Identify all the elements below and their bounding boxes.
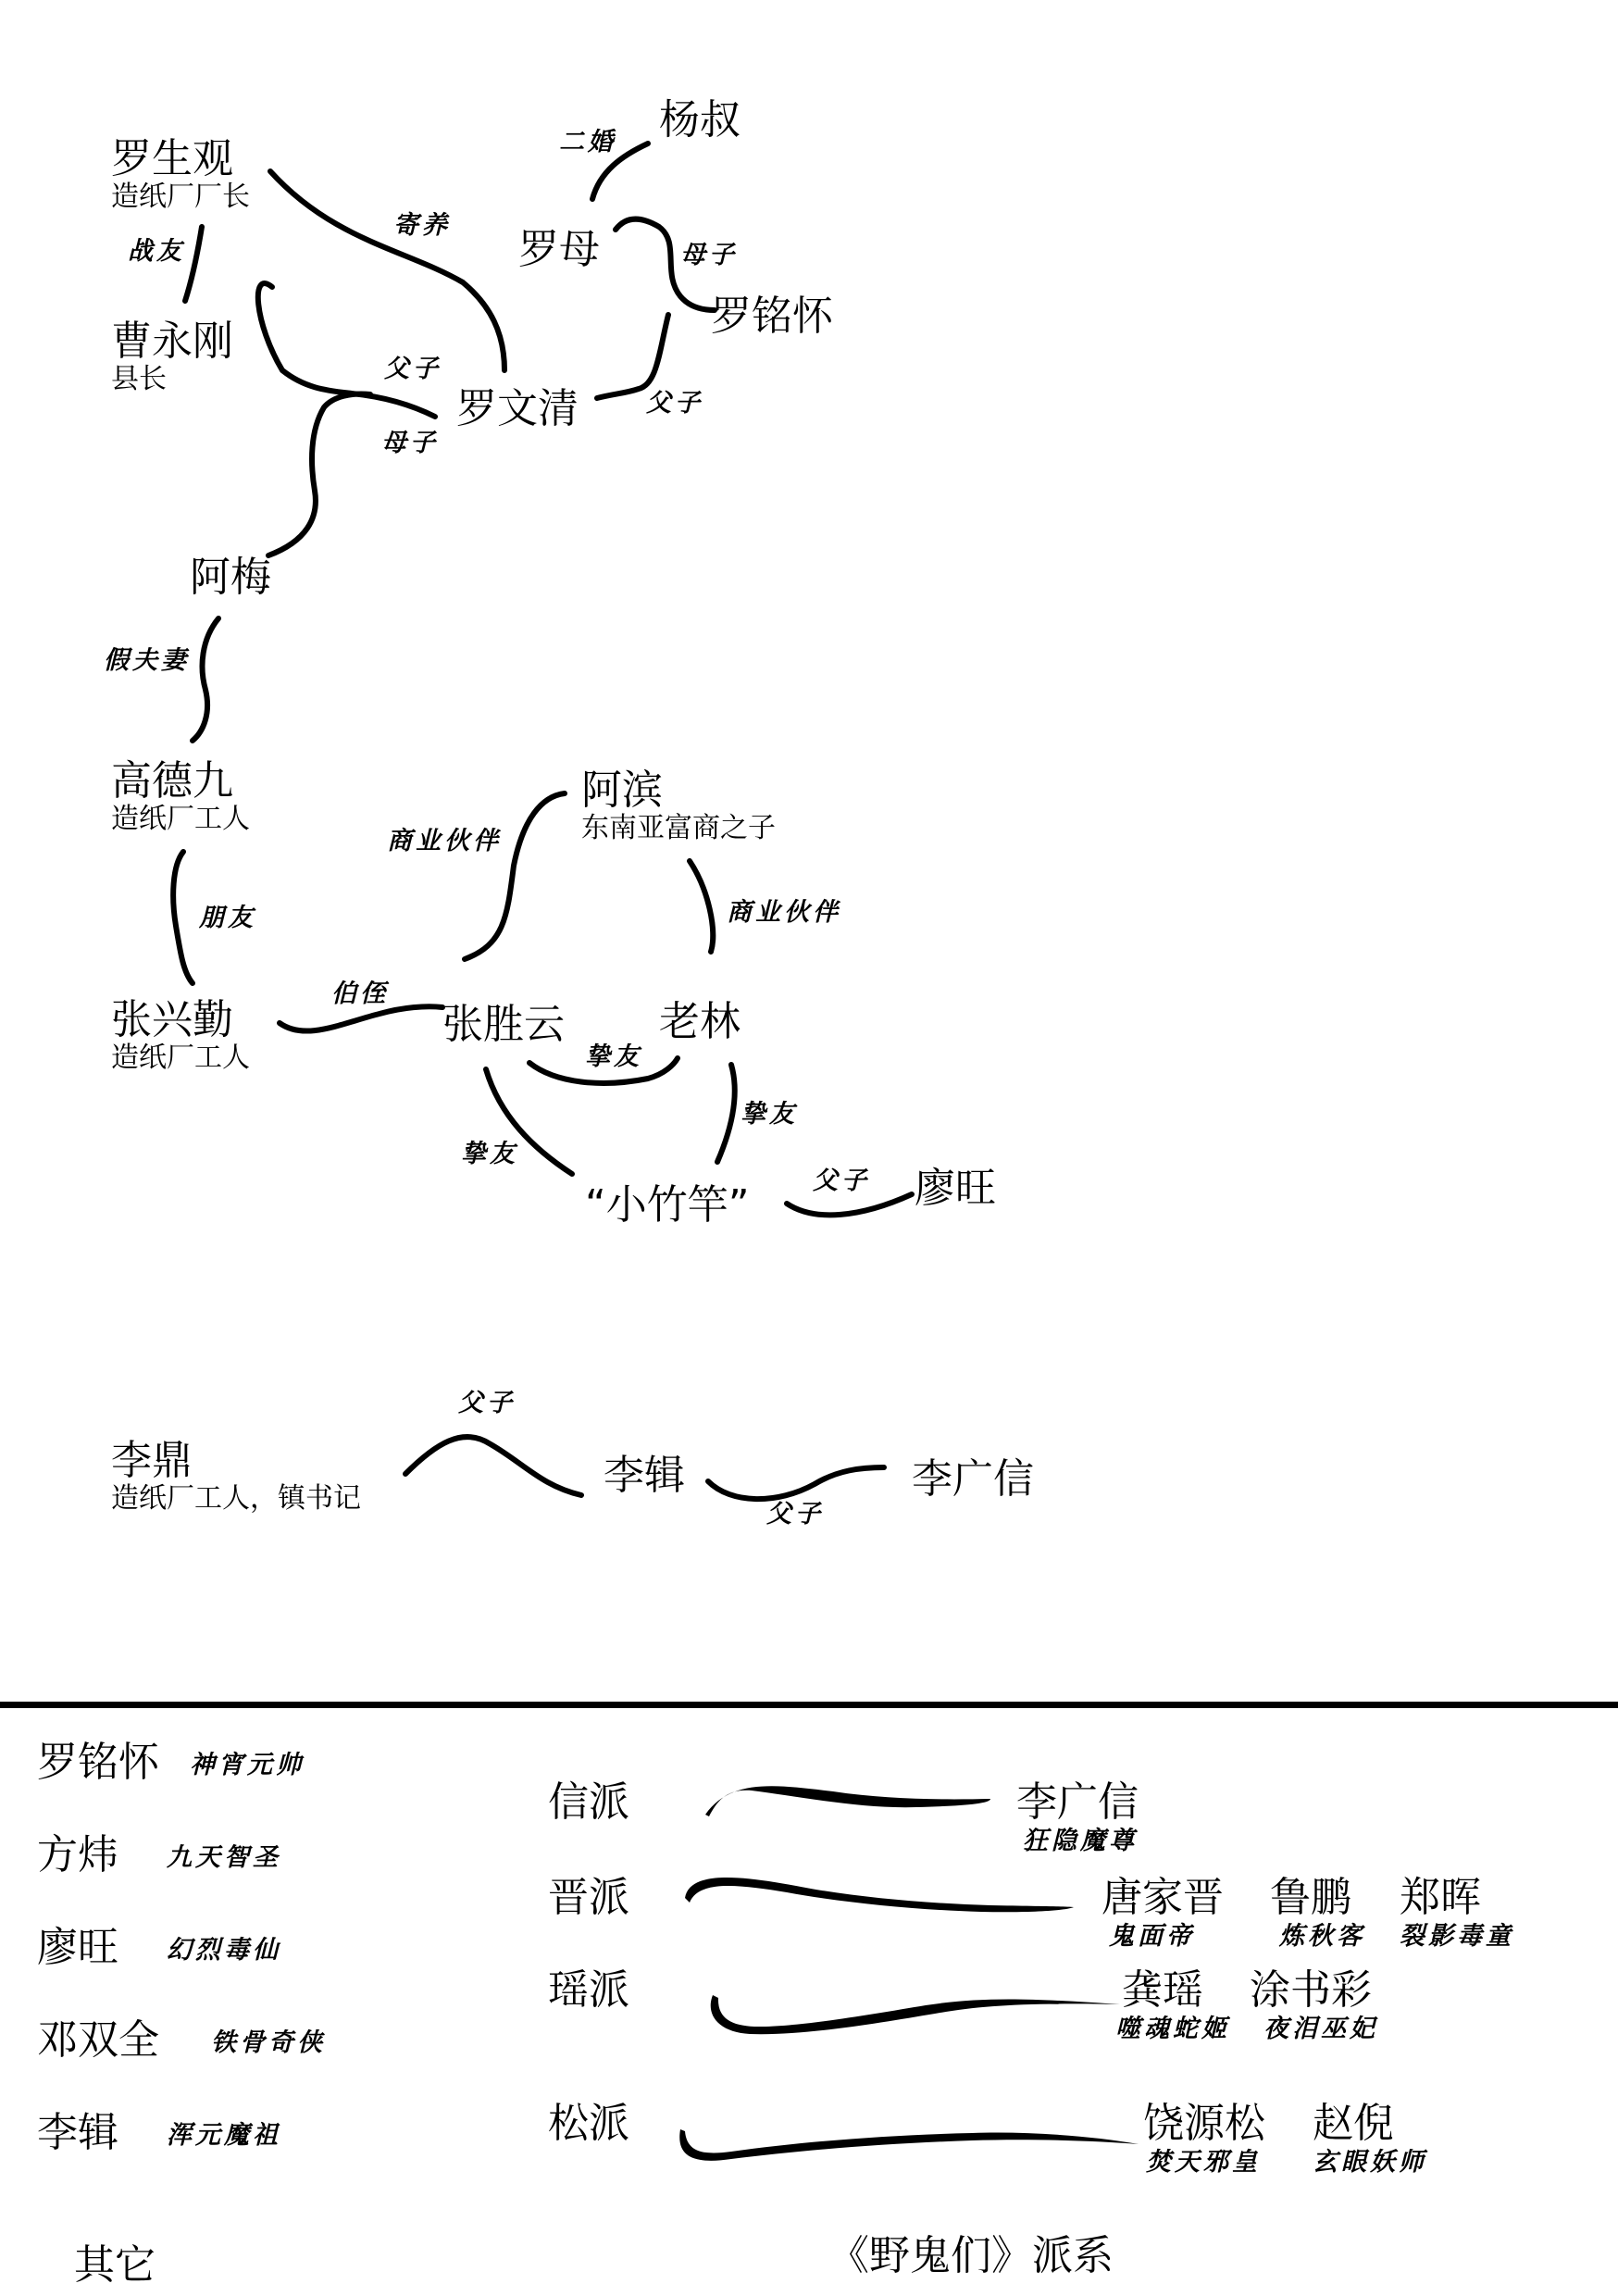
person-lao-lin: 老林 [659,998,741,1045]
relation-label-zhi-you-1: 挚友 [585,1042,642,1071]
faction-member-name-liguangxin: 李广信 [1016,1778,1139,1826]
faction-member-alias-lupeng: 炼秋客 [1279,1922,1365,1951]
relation-label-er-hun: 二婚 [559,128,616,156]
person-role: 造纸厂工人，镇书记 [111,1482,361,1515]
relation-label-peng-you: 朋友 [199,904,256,932]
link-amei-gaodejiu [193,618,218,741]
person-a-mei: 阿梅 [190,554,271,601]
faction-member-alias-zhenghui: 裂影毒童 [1400,1922,1514,1951]
person-name: 曹永刚 [111,318,233,365]
person-role: 造纸厂厂长 [111,181,250,213]
faction-member-name-zhenghui: 郑晖 [1400,1874,1481,1921]
relation-label-fu-zi-1: 父子 [384,355,442,383]
link-abin-laolin [690,861,713,952]
person-role: 造纸厂工人 [111,803,250,835]
person-luo-shengguan [111,135,250,213]
faction-member-name-lupeng: 鲁鹏 [1270,1874,1351,1921]
factions-title: 《野鬼们》派系 [828,2232,1114,2279]
link-xiaozhugan-liaowang [787,1194,912,1215]
person-role: 县长 [111,363,167,395]
person-liao-wang: 廖旺 [915,1165,996,1212]
faction-member-alias-tushucai: 夜泪巫妃 [1263,2015,1378,2043]
faction-member-alias-raoyuansong: 焚天邪皇 [1146,2148,1261,2177]
relation-label-fu-zi-4: 父子 [458,1389,516,1417]
person-name: 罗生观 [111,135,233,182]
person-yang-shu: 杨叔 [659,96,741,144]
faction-stroke-yao [711,1995,1120,2034]
link-amei-luowenqing [268,394,370,555]
person-name: 高德九 [111,757,233,805]
faction-member-name-raoyuansong: 饶源松 [1143,2100,1265,2147]
relation-label-zhan-you: 战友 [128,237,185,266]
others-alias-0: 神宵元帅 [190,1751,305,1779]
person-role: 东南亚富商之子 [581,812,776,844]
relation-label-mu-zi-2: 母子 [381,429,439,457]
others-alias-2: 幻烈毒仙 [167,1936,281,1965]
person-li-ding [111,1437,361,1515]
relation-label-bo-zhi: 伯侄 [331,980,389,1008]
relation-label-shang-ye-2: 商业伙伴 [727,898,841,927]
faction-member-alias-zhaoni: 玄眼妖师 [1313,2148,1427,2177]
relation-label-jia-fu-qi: 假夫妻 [104,646,190,675]
link-luoshengguan-luowenqing [270,171,504,370]
person-role: 造纸厂工人 [111,1042,250,1074]
person-a-bin [581,767,776,844]
link-gaodejiu-zhangxingqin [173,852,193,983]
person-li-ji: 李辑 [604,1452,685,1499]
link-liji-liguangxin [708,1467,884,1499]
person-luo-minghuai: 罗铭怀 [711,293,833,340]
person-cao-yonggang [111,318,233,395]
relation-label-shang-ye-1: 商业伙伴 [387,827,502,855]
person-name: 张兴勤 [111,996,233,1043]
link-luominghuai-luowenqing [597,315,668,398]
faction-member-name-gongyao: 龚瑶 [1122,1966,1203,2014]
faction-member-alias-tangjiajin: 鬼面帝 [1109,1922,1195,1951]
others-name-2: 廖旺 [37,1924,118,1971]
faction-member-name-tangjiajin: 唐家晋 [1101,1874,1224,1921]
faction-label-jin: 晋派 [548,1874,629,1921]
others-name-3: 邓双全 [37,2016,159,2064]
faction-label-xin: 信派 [548,1778,629,1826]
faction-stroke-jin [685,1878,1074,1912]
person-name: 李鼎 [111,1437,193,1484]
others-alias-1: 九天智圣 [167,1843,281,1872]
person-li-guangxin: 李广信 [912,1455,1034,1503]
faction-label-yao: 瑶派 [548,1966,629,2014]
others-alias-4: 浑元魔祖 [167,2121,281,2150]
faction-stroke-xin [705,1786,990,1816]
others-name-4: 李辑 [37,2109,118,2156]
link-abin-zhangshengyun [465,793,565,959]
section-divider [0,1702,1618,1708]
link-laolin-xiaozhugan [717,1065,735,1162]
link-liding-liji [405,1437,581,1495]
person-xiao-zhugan: “小竹竿” [585,1181,750,1229]
others-name-0: 罗铭怀 [37,1739,159,1786]
others-title: 其它 [74,2241,156,2289]
relation-label-fu-zi-5: 父子 [766,1500,824,1529]
person-luo-wenqing: 罗文清 [456,385,579,432]
relation-label-fu-zi-3: 父子 [813,1167,870,1195]
person-zhang-shengyun: 张胜云 [442,1001,565,1048]
link-zhangxingqin-zhangshengyun [280,1006,442,1030]
faction-stroke-song [679,2129,1139,2161]
faction-member-name-zhaoni: 赵倪 [1313,2100,1394,2147]
link-luoshengguan-caoyonggang [185,227,202,301]
person-zhang-xingqin [111,996,250,1074]
others-name-1: 方炜 [37,1831,118,1878]
relation-label-zhi-you-3: 挚友 [461,1140,518,1168]
faction-member-name-tushucai: 涂书彩 [1250,1966,1372,2014]
person-gao-dejiu [111,757,250,835]
relation-label-zhi-you-2: 挚友 [741,1100,798,1129]
faction-member-alias-gongyao: 噬魂蛇姬 [1115,2015,1230,2043]
relation-label-fu-zi-2: 父子 [646,389,703,418]
person-luo-mu: 罗母 [518,226,600,273]
others-alias-3: 铁骨奇侠 [211,2028,326,2057]
faction-member-alias-liguangxin: 狂隐魔尊 [1023,1827,1138,1855]
relation-label-mu-zi-1: 母子 [680,241,738,269]
relation-label-ji-yang: 寄养 [393,211,451,240]
person-name: 阿滨 [581,767,663,814]
faction-label-song: 松派 [548,2100,629,2147]
